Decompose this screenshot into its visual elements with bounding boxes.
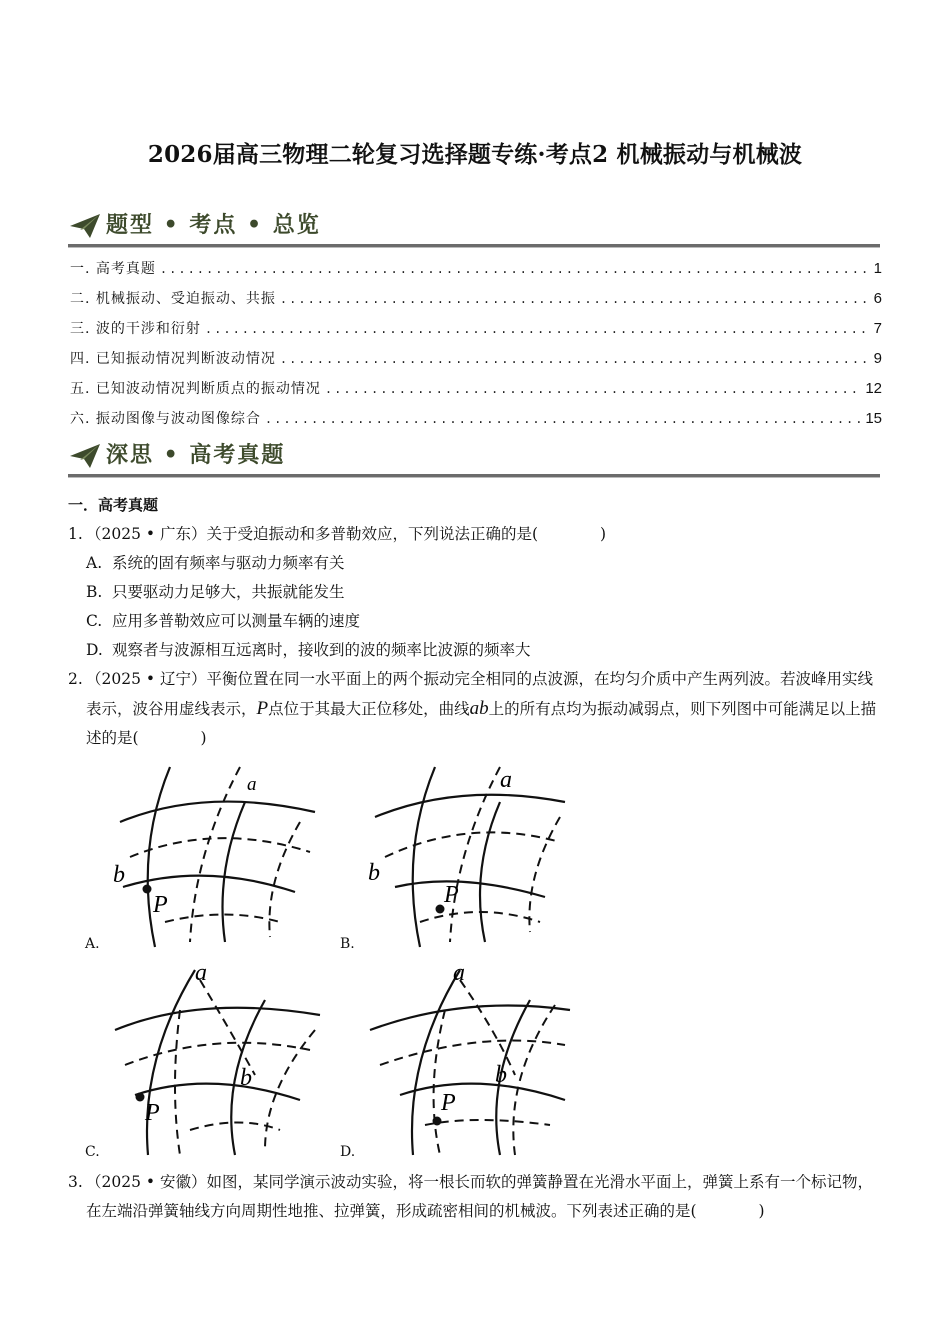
figure-c[interactable] bbox=[100, 960, 330, 1164]
point-label-p: P bbox=[145, 1100, 160, 1126]
toc-row[interactable] bbox=[70, 318, 882, 348]
toc-row[interactable] bbox=[70, 258, 882, 288]
figure-a[interactable] bbox=[95, 762, 325, 956]
question-stem: （2025 • 广东）关于受迫振动和多普勒效应，下列说法正确的是( ) bbox=[86, 525, 607, 543]
figure-b[interactable] bbox=[360, 762, 590, 956]
figure-label: A. bbox=[85, 936, 100, 952]
variable-p: P bbox=[256, 698, 269, 719]
point-label-b: b bbox=[495, 1062, 507, 1088]
toc-page: 9 bbox=[873, 350, 882, 367]
variable-ab: ab bbox=[469, 698, 489, 719]
question-number: 3. bbox=[68, 1173, 83, 1191]
section-header-overview bbox=[68, 208, 880, 248]
option-text: 应用多普勒效应可以测量车辆的速度 bbox=[112, 612, 361, 630]
question-stem: 上的所有点均为振动减弱点，则下列图中可能满足以上描述的是( ) bbox=[86, 700, 877, 747]
point-label-a: a bbox=[247, 774, 257, 795]
toc-row[interactable] bbox=[70, 378, 882, 408]
toc-page: 12 bbox=[865, 380, 882, 397]
toc-label: 五. 已知波动情况判断质点的振动情况 bbox=[70, 381, 321, 397]
paper-plane-icon bbox=[68, 442, 102, 470]
option-b[interactable] bbox=[68, 578, 883, 607]
point-label-a: a bbox=[453, 960, 465, 986]
question-stem: （2025 • 辽宁）平衡位置在同一水平面上的两个振动完全相同的点波源，在均匀介质中产生两列波。若波峰用实线表示，波谷用虚线表示， bbox=[86, 670, 873, 718]
toc-row[interactable] bbox=[70, 348, 882, 378]
question-2 bbox=[68, 665, 883, 753]
document-title: 2026届高三物理二轮复习选择题专练·考点2 机械振动与机械波 bbox=[147, 141, 803, 168]
question-number: 2. bbox=[68, 670, 83, 688]
question-1 bbox=[68, 520, 883, 549]
toc-page: 1 bbox=[873, 260, 882, 277]
option-letter: C. bbox=[86, 612, 103, 630]
point-label-p: P bbox=[153, 892, 168, 918]
toc-label: 六. 振动图像与波动图像综合 bbox=[70, 411, 261, 427]
figure-label: C. bbox=[85, 1144, 100, 1160]
question-stem: （2025 • 安徽）如图，某同学演示波动实验，将一根长而软的弹簧静置在光滑水平面上，弹簧上系有一个标记物，在左端沿弹簧轴线方向周期性地推、拉弹簧，形成疏密相间的机械波。下列表述正确的是( ) bbox=[86, 1173, 873, 1220]
option-letter: B. bbox=[86, 583, 103, 601]
point-label-b: b bbox=[368, 860, 380, 886]
wave-diagram-b bbox=[360, 762, 590, 952]
question-stem: 点位于其最大正位移处，曲线 bbox=[268, 700, 470, 718]
toc-label: 四. 已知振动情况判断波动情况 bbox=[70, 351, 276, 367]
toc-page: 7 bbox=[873, 320, 882, 337]
option-c[interactable] bbox=[68, 607, 883, 636]
section-heading: 题型 • 考点 • 总览 bbox=[106, 212, 321, 238]
section-header-exam bbox=[68, 438, 880, 478]
toc-leader bbox=[160, 258, 870, 280]
option-letter: D. bbox=[86, 641, 103, 659]
toc-page: 15 bbox=[865, 410, 882, 427]
wave-diagram-d bbox=[365, 960, 595, 1160]
toc-page: 6 bbox=[873, 290, 882, 307]
toc-leader bbox=[325, 378, 861, 400]
section-rule bbox=[68, 474, 880, 478]
option-d[interactable] bbox=[68, 636, 883, 665]
point-label-a: a bbox=[500, 767, 512, 793]
point-label-b: b bbox=[240, 1065, 252, 1091]
point-label-p: P bbox=[444, 882, 459, 908]
toc-leader bbox=[280, 348, 870, 370]
figure-label: D. bbox=[340, 1144, 356, 1160]
point-label-p: P bbox=[441, 1090, 456, 1116]
section-heading: 深思 • 高考真题 bbox=[106, 442, 286, 468]
figure-d[interactable] bbox=[365, 960, 595, 1164]
option-text: 只要驱动力足够大，共振就能发生 bbox=[112, 583, 345, 601]
toc-row[interactable] bbox=[70, 288, 882, 318]
figure-label: B. bbox=[340, 936, 355, 952]
question-3 bbox=[68, 1168, 883, 1226]
option-a[interactable] bbox=[68, 549, 883, 578]
wave-diagram-c bbox=[100, 960, 330, 1160]
option-letter: A. bbox=[86, 554, 103, 572]
toc-row[interactable] bbox=[70, 408, 882, 438]
question-block-top bbox=[68, 491, 883, 753]
toc-label: 三. 波的干涉和衍射 bbox=[70, 321, 201, 337]
sub-heading: 一．高考真题 bbox=[68, 496, 159, 514]
question-block-bottom bbox=[68, 1168, 883, 1226]
option-text: 观察者与波源相互远离时，接收到的波的频率比波源的频率大 bbox=[112, 641, 531, 659]
toc-leader bbox=[280, 288, 870, 310]
toc-leader bbox=[205, 318, 870, 340]
toc-label: 一. 高考真题 bbox=[70, 261, 156, 277]
point-label-a: a bbox=[195, 960, 207, 986]
option-text: 系统的固有频率与驱动力频率有关 bbox=[112, 554, 345, 572]
toc-label: 二. 机械振动、受迫振动、共振 bbox=[70, 291, 276, 307]
wave-diagram-a bbox=[95, 762, 325, 952]
section-rule bbox=[68, 244, 880, 248]
question-number: 1. bbox=[68, 525, 83, 543]
paper-plane-icon bbox=[68, 212, 102, 240]
table-of-contents bbox=[70, 258, 882, 438]
point-label-b: b bbox=[113, 862, 125, 888]
toc-leader bbox=[265, 408, 861, 430]
